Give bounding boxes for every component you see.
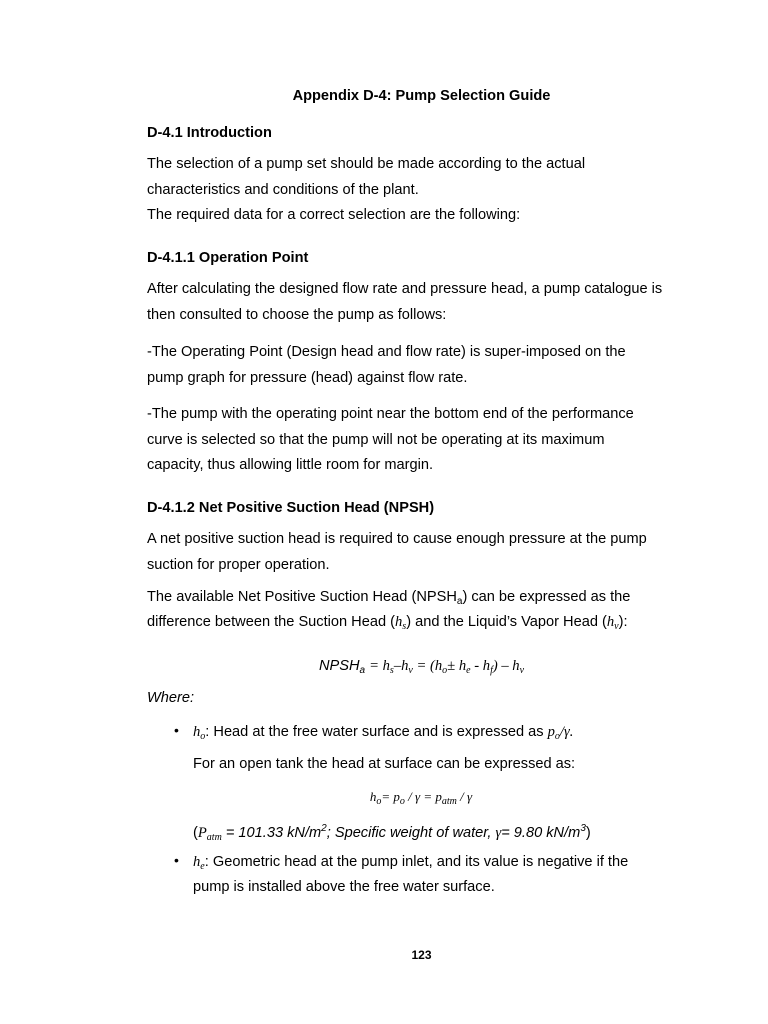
paragraph-line: -The Operating Point (Design head and flow rate) is super-imposed on the	[147, 344, 626, 360]
section-heading-operation-point: D-4.1.1 Operation Point	[147, 250, 309, 266]
section-heading-introduction: D-4.1 Introduction	[147, 125, 272, 141]
bullet-marker: •	[174, 722, 179, 738]
bullet-item-ho: $h_o$: Head at the free water surface and is expressed as $p_o/\gamma$.	[193, 724, 574, 742]
paragraph-line: then consulted to choose the pump as follows:	[147, 307, 447, 323]
constants-line: ($P_{atm} = 101.33$ $kN/m^2$; Specific weight of water, γ= 9.80 $kN/m^3$)	[193, 823, 591, 843]
paragraph-line-suction-head: difference between the Suction Head $(h_s)$ and the Liquid’s Vapor Head $(h_v)$:	[147, 614, 628, 632]
paragraph-line: -The pump with the operating point near the bottom end of the performance	[147, 406, 634, 422]
bullet-item-he-line2: pump is installed above the free water surface.	[193, 879, 495, 895]
paragraph-line: capacity, thus allowing little room for margin.	[147, 457, 434, 473]
bullet-item-he: $h_e$: Geometric head at the pump inlet, and its value is negative if the	[193, 854, 629, 872]
paragraph-line: characteristics and conditions of the plant.	[147, 182, 419, 198]
section-heading-npsh: D-4.1.2 Net Positive Suction Head (NPSH)	[147, 500, 435, 516]
paragraph-line: suction for proper operation.	[147, 557, 330, 573]
document-page	[147, 0, 696, 1024]
bullet-marker: •	[174, 852, 179, 868]
paragraph-line: curve is selected so that the pump will not be operating at its maximum	[147, 432, 605, 448]
paragraph-line-npsh-available: The available Net Positive Suction Head $(NPSH_a)$ can be expressed as the	[147, 589, 631, 607]
paragraph-line: After calculating the designed flow rate and pressure head, a pump catalogue is	[147, 281, 663, 297]
paragraph-line: The required data for a correct selection are the following:	[147, 207, 521, 223]
npsh-formula: $NPSH_a = h_s-h_v = (h_o\pm h_e - h_f) - h_v$	[318, 658, 525, 676]
where-label: Where:	[147, 690, 195, 706]
paragraph-line: The selection of a pump set should be made according to the actual	[147, 156, 586, 172]
page-number: 123	[411, 948, 432, 962]
page-title: Appendix D-4: Pump Selection Guide	[292, 88, 551, 104]
paragraph-line: A net positive suction head is required to cause enough pressure at the pump	[147, 531, 647, 547]
bullet-subline: For an open tank the head at surface can be expressed as:	[193, 756, 576, 772]
paragraph-line: pump graph for pressure (head) against flow rate.	[147, 370, 468, 386]
head-surface-formula: $h_o= p_o / \gamma = p_{atm} / \gamma$	[369, 789, 473, 807]
